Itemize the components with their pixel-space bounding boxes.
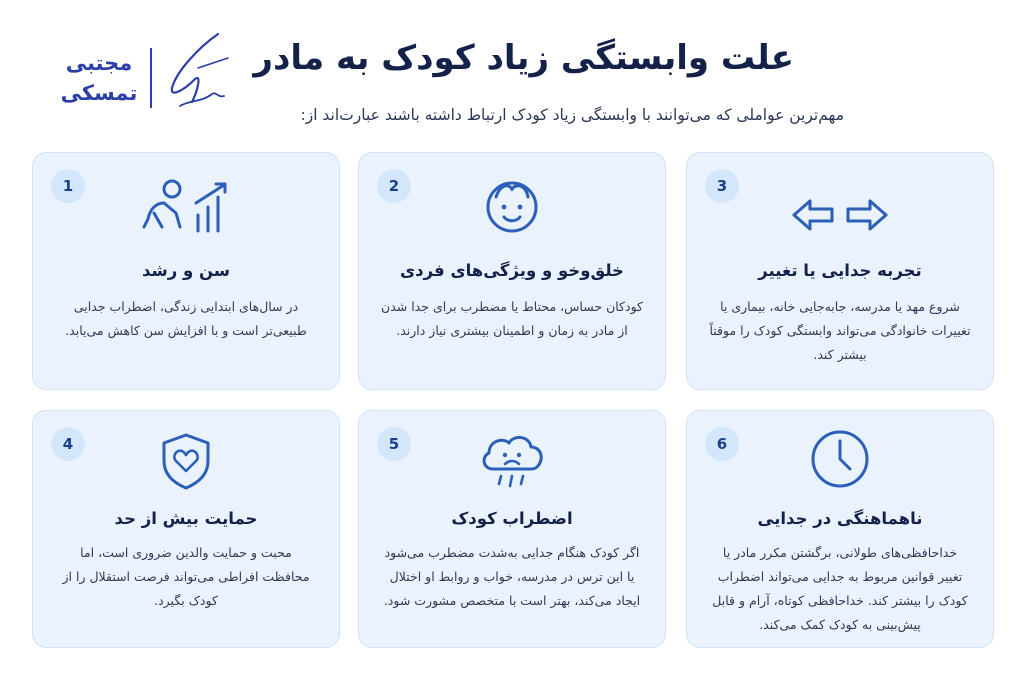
signature-icon (158, 28, 238, 118)
logo-line-2: تمسکی (60, 81, 138, 105)
shield-heart-icon (158, 431, 214, 491)
page-title: علت وابستگی زیاد کودک به مادر (253, 38, 794, 78)
card-age-growth (32, 152, 340, 390)
logo-text (54, 48, 144, 108)
logo (28, 28, 228, 118)
card-title: تجربه جدایی یا تغییر (758, 261, 922, 280)
card-temperament (358, 152, 666, 390)
card-number-badge: 5 (377, 427, 411, 461)
card-number-badge: 6 (705, 427, 739, 461)
card-number-badge: 2 (377, 169, 411, 203)
card-title: خلق‌وخو و ویژگی‌های فردی (400, 261, 624, 280)
card-separation-change (686, 152, 994, 390)
page-subtitle: مهم‌ترین عواملی که می‌توانند با وابستگی زیاد کودک ارتباط داشته باشند عبارت‌اند از: (300, 106, 844, 124)
card-number-badge: 4 (51, 427, 85, 461)
card-body: در سال‌های ابتدایی زندگی، اضطراب جدایی طبیعی‌تر است و با افزایش سن کاهش می‌یابد. (65, 299, 307, 338)
header (0, 0, 1024, 140)
child-face-icon (482, 175, 542, 235)
card-inconsistent-separation (686, 410, 994, 648)
card-overprotection (32, 410, 340, 648)
arrows-icon (790, 195, 890, 235)
card-title: حمایت بیش از حد (114, 509, 258, 528)
baby-growth-icon (136, 179, 236, 235)
card-title: ناهماهنگی در جدایی (757, 509, 923, 528)
card-body: محبت و حمایت والدین ضروری است، اما محافظت افراطی می‌تواند فرصت استقلال را از کودک بگیرد. (62, 545, 310, 608)
clock-icon (808, 427, 872, 491)
logo-line-1: مجتبی (65, 51, 133, 75)
card-body: اگر کودک هنگام جدایی به‌شدت مضطرب می‌شود یا این ترس در مدرسه، خواب و روابط او اختلال ایجاد می‌کند، بهتر است با متخصص مشورت شود. (383, 545, 641, 608)
card-number-badge: 3 (705, 169, 739, 203)
sad-cloud-icon (477, 429, 547, 491)
logo-divider (150, 48, 152, 108)
card-number-badge: 1 (51, 169, 85, 203)
card-body: خداحافظی‌های طولانی، برگشتن مکرر مادر یا تغییر قوانین مربوط به جدایی می‌تواند اضطراب کودک را بیشتر کند. خداحافظی کوتاه، آرام و قابل پیش‌بینی به کودک کمک می‌کند. (712, 545, 968, 632)
card-title: اضطراب کودک (451, 509, 573, 528)
card-title: سن و رشد (141, 261, 231, 280)
card-child-anxiety (358, 410, 666, 648)
card-body: کودکان حساس، محتاط یا مضطرب برای جدا شدن از مادر به زمان و اطمینان بیشتری نیاز دارند. (381, 299, 643, 338)
card-body: شروع مهد یا مدرسه، جابه‌جایی خانه، بیماری یا تغییرات خانوادگی می‌تواند وابستگی کودک را موقتاً بیشتر کند. (709, 299, 971, 362)
